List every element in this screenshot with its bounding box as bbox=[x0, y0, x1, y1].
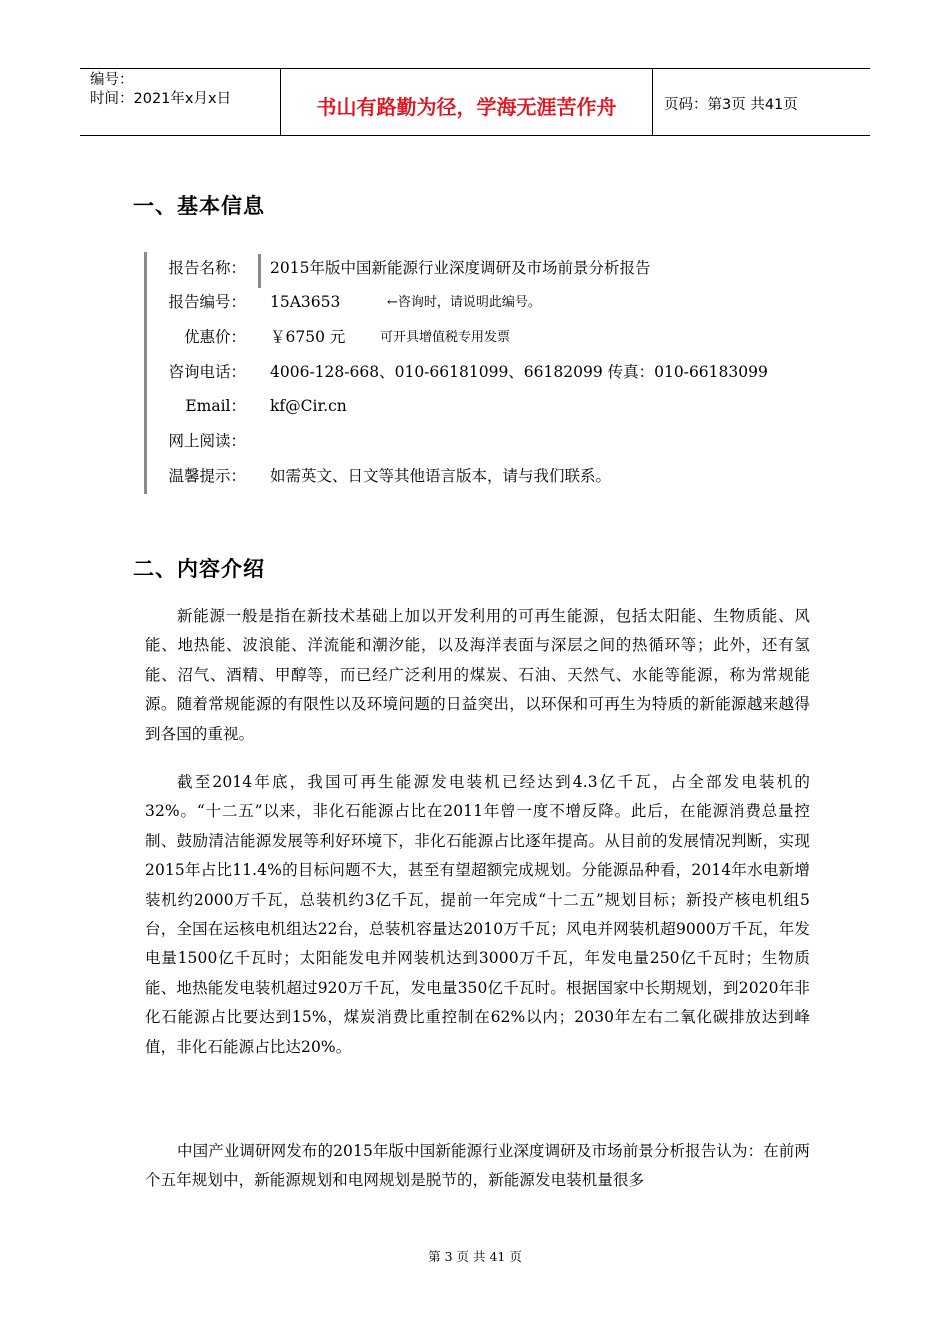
info-value: 15A3653 bbox=[270, 293, 341, 311]
header-motto: 书山有路勤为径，学海无涯苦作舟 bbox=[281, 69, 653, 135]
page-footer: 第 3 页 共 41 页 bbox=[428, 1249, 522, 1264]
info-value: 2015年版中国新能源行业深度调研及市场前景分析报告 bbox=[270, 259, 651, 277]
info-note: ←咨询时，请说明此编号。 bbox=[387, 295, 541, 310]
info-label: 网上阅读： bbox=[168, 432, 246, 450]
info-label: 咨询电话： bbox=[168, 363, 246, 381]
info-row-phone bbox=[160, 362, 768, 382]
info-row-email bbox=[160, 396, 347, 416]
info-label: Email： bbox=[185, 397, 246, 415]
info-value: 如需英文、日文等其他语言版本，请与我们联系。 bbox=[270, 467, 612, 485]
report-name-divider bbox=[258, 254, 261, 288]
header-meta bbox=[80, 69, 281, 135]
page-header bbox=[80, 68, 870, 136]
info-label: 温馨提示： bbox=[168, 467, 246, 485]
info-block-bar bbox=[144, 252, 147, 494]
info-value: 4006-128-668、010-66181099、66182099 传真：010-66183099 bbox=[270, 363, 768, 381]
body-paragraph: 新能源一般是指在新技术基础上加以开发利用的可再生能源，包括太阳能、生物质能、风能、地热能、波浪能、洋流能和潮汐能，以及海洋表面与深层之间的热循环等；此外，还有氢能、沼气、酒精、甲醇等，而已经广泛利用的煤炭、石油、天然气、水能等能源，称为常规能源。随着常规能源的有限性以及环境问题的日益突出，以环保和可再生为特质的新能源越来越得到各国的重视。 bbox=[145, 607, 810, 743]
info-row-tip bbox=[160, 466, 612, 486]
section-title-basic-info: 一、基本信息 bbox=[133, 194, 265, 218]
section-title-content-intro: 二、内容介绍 bbox=[133, 557, 265, 581]
info-row-price bbox=[160, 327, 511, 347]
info-label: 报告编号： bbox=[168, 293, 246, 311]
email-link[interactable]: kf@Cir.cn bbox=[270, 397, 347, 415]
info-note: 可开具增值税专用发票 bbox=[380, 330, 511, 345]
info-row-report-number bbox=[160, 292, 541, 312]
doc-number-label: 编号： bbox=[90, 72, 134, 88]
info-label: 优惠价： bbox=[183, 328, 246, 346]
info-value: ￥6750 元 bbox=[270, 328, 346, 346]
info-row-report-name bbox=[160, 258, 651, 278]
body-paragraph: 截至2014年底，我国可再生能源发电装机已经达到4.3亿千瓦，占全部发电装机的32%。“十二五”以来，非化石能源占比在2011年曾一度不增反降。此后，在能源消费总量控制、鼓励清洁能源发展等利好环境下，非化石能源占比逐年提高。从目前的发展情况判断，实现2015年占比11.4%的目标问题不大，甚至有望超额完成规划。分能源品种看，2014年水电新增装机约2000万千瓦，总装机约3亿千瓦，提前一年完成“十二五”规划目标；新投产核电机组5台，全国在运核电机组达22台，总装机容量达2010万千瓦；风电并网装机超9000万千瓦，年发电量1500亿千瓦时；太阳能发电并网装机达到3000万千瓦，年发电量250亿千瓦时；生物质能、地热能发电装机超过920万千瓦，发电量350亿千瓦时。根据国家中长期规划，到2020年非化石能源占比要达到15%，煤炭消费比重控制在62%以内；2030年左右二氧化碳排放达到峰值，非化石能源占比达20%。 bbox=[145, 773, 810, 1056]
info-label: 报告名称： bbox=[168, 259, 246, 277]
body-paragraph: 中国产业调研网发布的2015年版中国新能源行业深度调研及市场前景分析报告认为：在前两个五年规划中，新能源规划和电网规划是脱节的，新能源发电装机量很多 bbox=[145, 1142, 810, 1190]
header-page-number: 页码：第3页 共41页 bbox=[664, 96, 798, 113]
doc-time-label: 时间：2021年x月x日 bbox=[90, 91, 232, 107]
info-row-online-reading bbox=[160, 431, 246, 451]
